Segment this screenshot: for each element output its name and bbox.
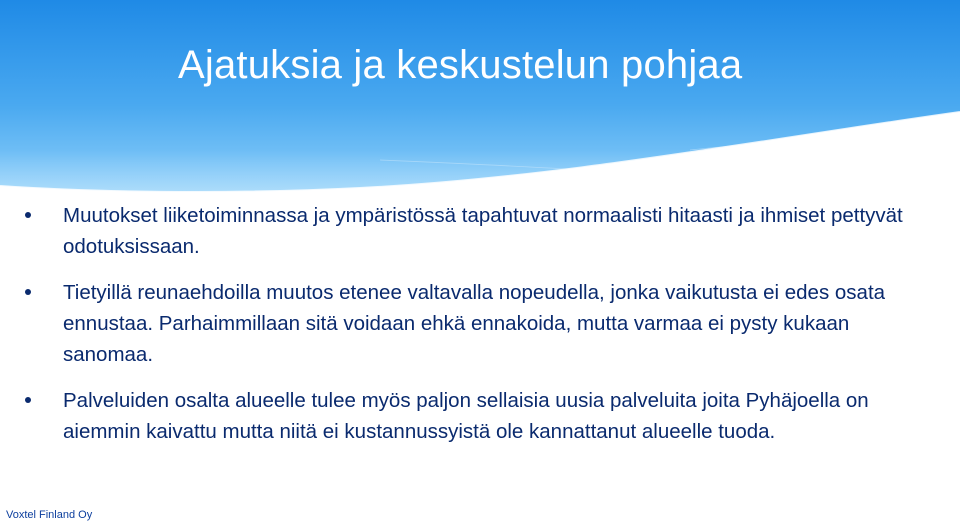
header-background-graphic: [0, 0, 960, 200]
slide-title: Ajatuksia ja keskustelun pohjaa: [178, 43, 743, 87]
bullet-text: Tietyillä reunaehdoilla muutos etenee valtavalla nopeudella, jonka vaikutusta ei edes osata ennustaa. Parhaimmillaan sitä voidaan ehkä ennakoida, mutta varmaa ei pysty kukaan sanomaa.: [63, 281, 886, 366]
slide-header-banner: [0, 0, 960, 200]
bullet-dot-icon: [25, 212, 31, 218]
bullet-text: Muutokset liiketoiminnassa ja ympäristössä tapahtuvat normaalisti hitaasti ja ihmiset pettyvät odotuksissaan.: [63, 204, 903, 258]
bullet-list: [0, 200, 960, 447]
bullet-dot-icon: [25, 397, 31, 403]
footer-company-name: Voxtel Finland Oy: [6, 509, 93, 521]
bullet-item: [0, 385, 960, 447]
bullet-item: [0, 200, 960, 262]
bullet-text: Palveluiden osalta alueelle tulee myös paljon sellaisia uusia palveluita joita Pyhäjoella on aiemmin kaivattu mutta niitä ei kustannussyistä ole kannattanut alueelle tuoda.: [63, 389, 869, 443]
bullet-dot-icon: [25, 289, 31, 295]
bullet-item: [0, 277, 960, 370]
